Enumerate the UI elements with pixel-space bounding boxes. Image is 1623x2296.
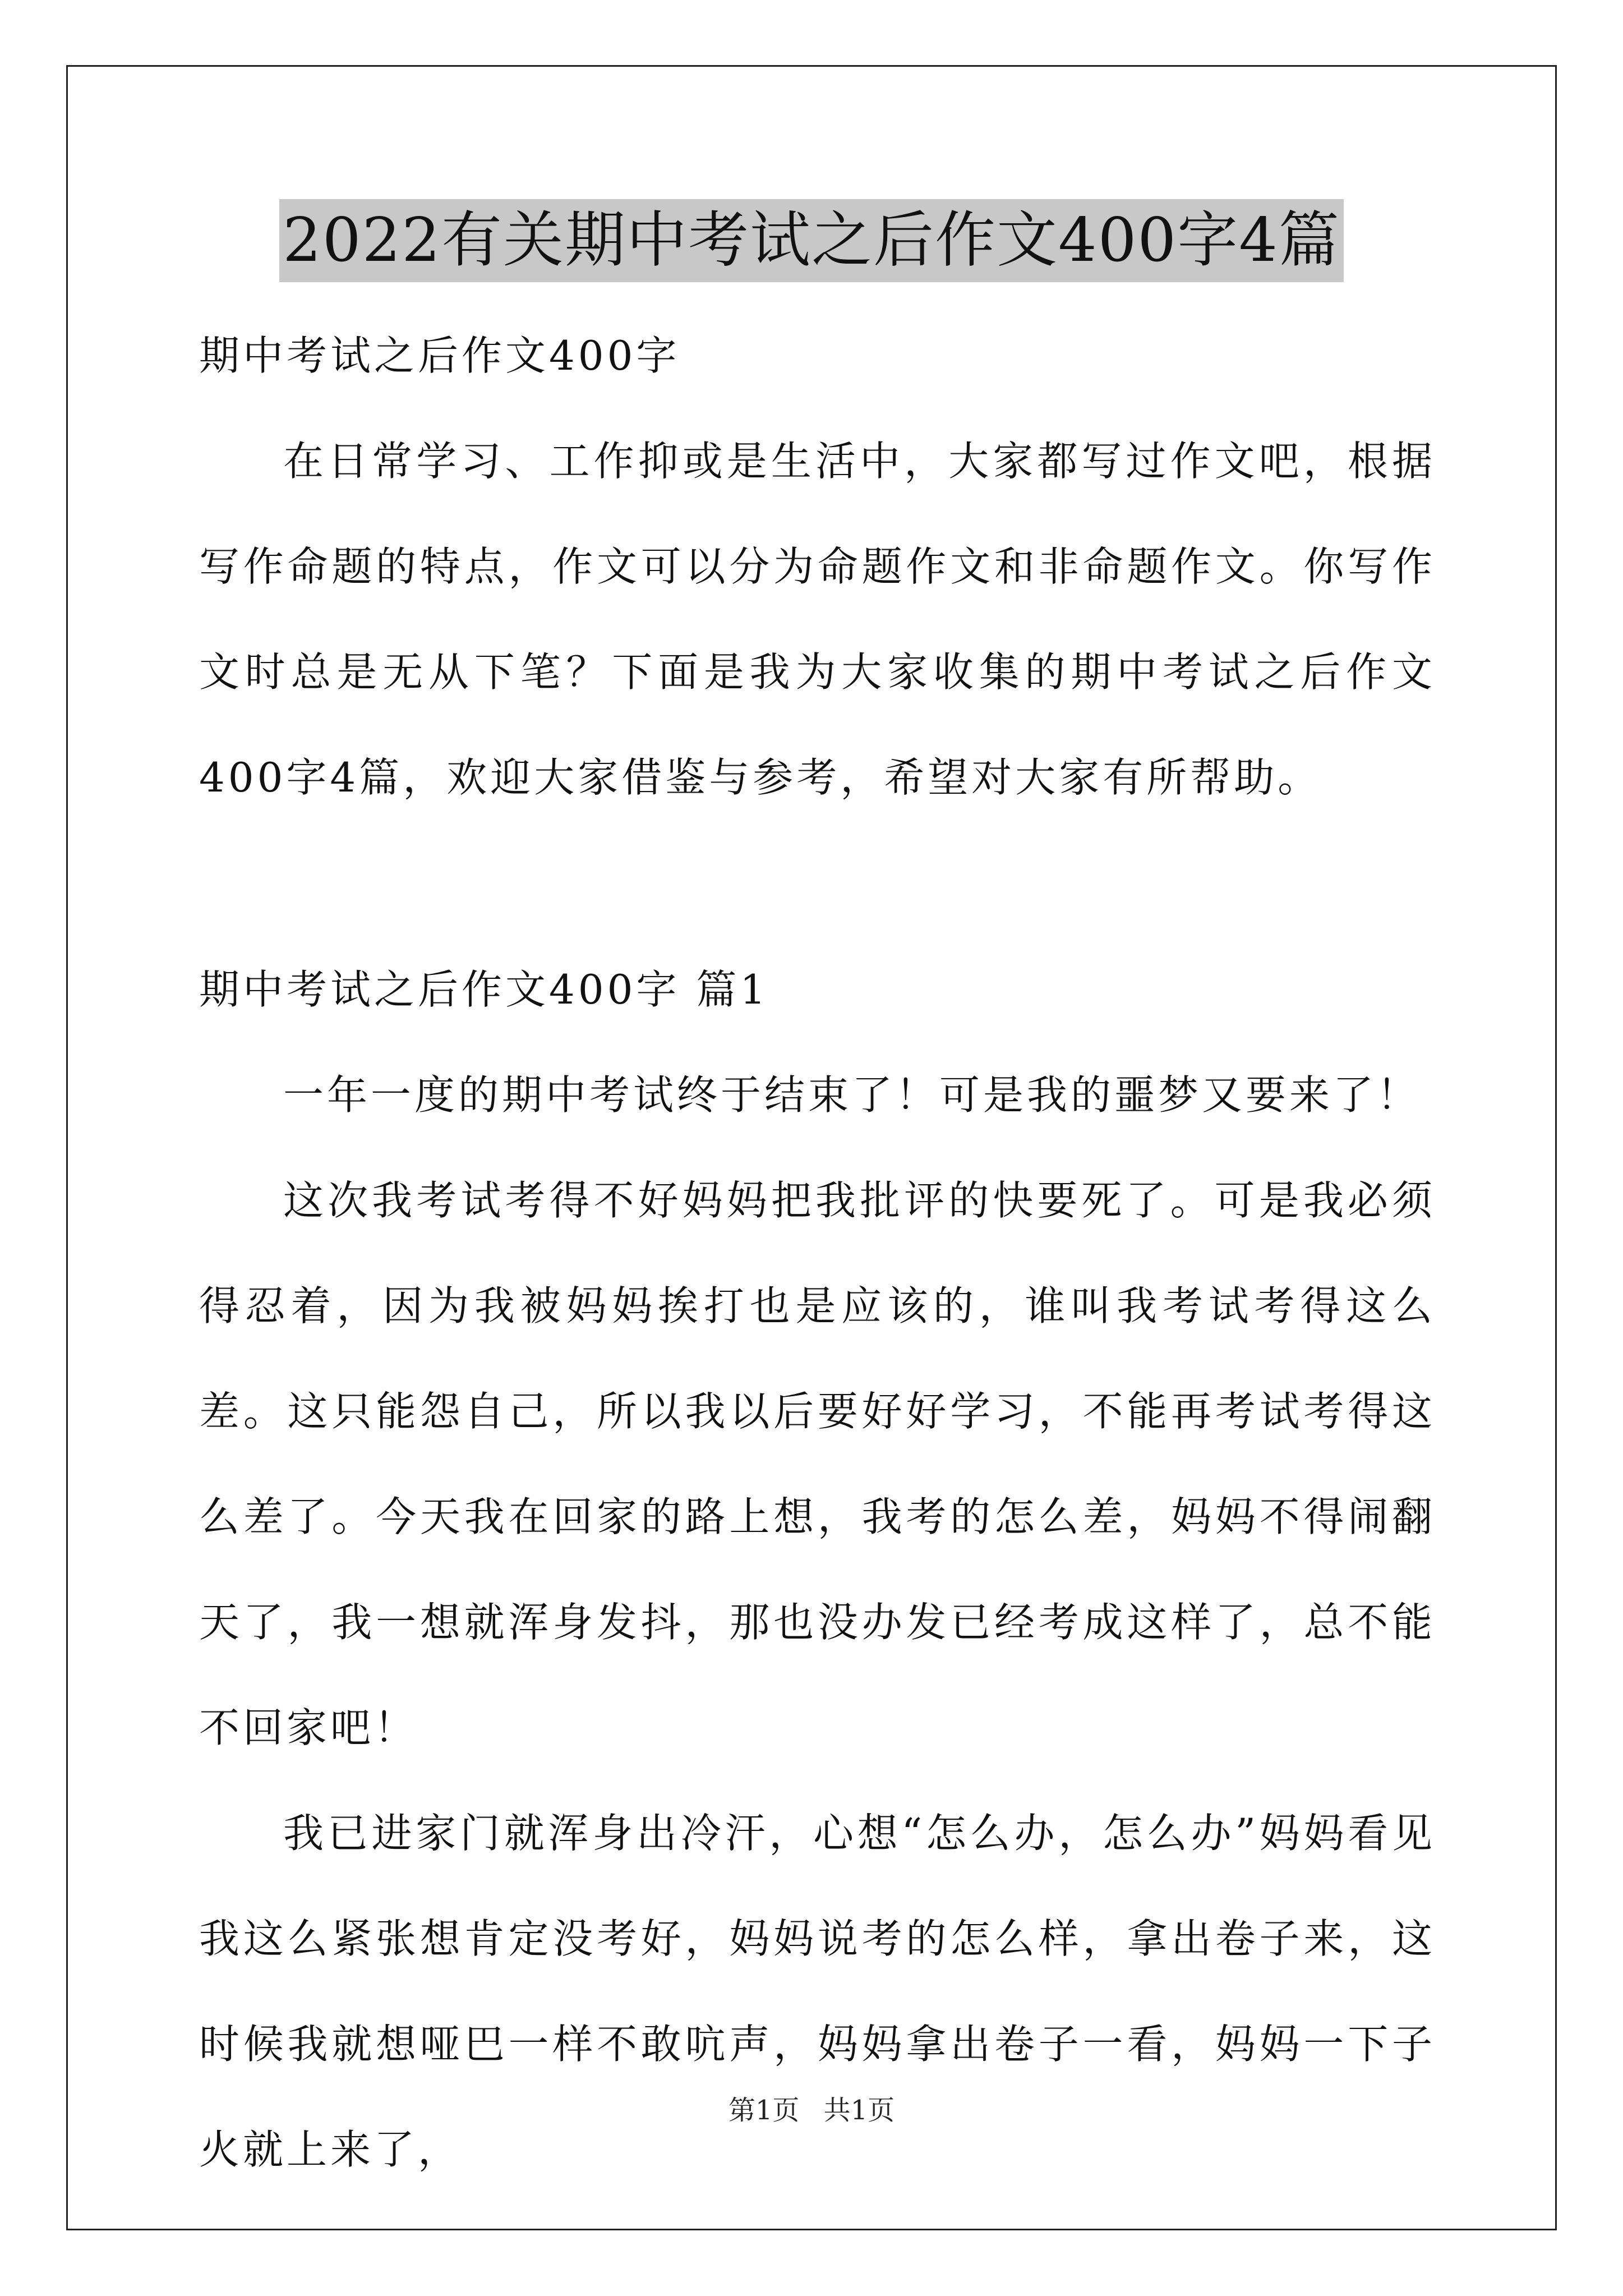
title-container (0, 199, 1623, 282)
intro-paragraph: 在日常学习、工作抑或是生活中，大家都写过作文吧，根据写作命题的特点，作文可以分为命题作文和非命题作文。你写作文时总是无从下笔？下面是我为大家收集的期中考试之后作文400字4篇，欢迎大家借鉴与参考，希望对大家有所帮助。 (199, 438, 1436, 801)
intro-heading: 期中考试之后作文400字 (199, 332, 680, 379)
page-number: 第1页 (728, 2095, 800, 2126)
page-total: 共1页 (823, 2095, 895, 2126)
section1-heading: 期中考试之后作文400字 篇1 (199, 966, 769, 1013)
document-title: 2022有关期中考试之后作文400字4篇 (279, 199, 1344, 282)
document-body (199, 303, 1436, 2202)
page-footer (0, 2093, 1623, 2127)
section1-paragraph-2: 这次我考试考得不好妈妈把我批评的快要死了。可是我必须得忍着，因为我被妈妈挨打也是应该的，谁叫我考试考得这么差。这只能怨自己，所以我以后要好好学习，不能再考试考得这么差了。今天我在回家的路上想，我考的怎么差，妈妈不得闹翻天了，我一想就浑身发抖，那也没办发已经考成这样了，总不能不回家吧！ (199, 1177, 1436, 1751)
section1-paragraph-1: 一年一度的期中考试终于结束了！可是我的噩梦又要来了！ (283, 1071, 1421, 1119)
section-spacer (199, 830, 1436, 937)
section1-paragraph-3: 我已进家门就浑身出冷汗，心想“怎么办，怎么办”妈妈看见我这么紧张想肯定没考好，妈妈说考的怎么样，拿出卷子来，这时候我就想哑巴一样不敢吭声，妈妈拿出卷子一看，妈妈一下子火就上来了， (199, 1810, 1436, 2173)
